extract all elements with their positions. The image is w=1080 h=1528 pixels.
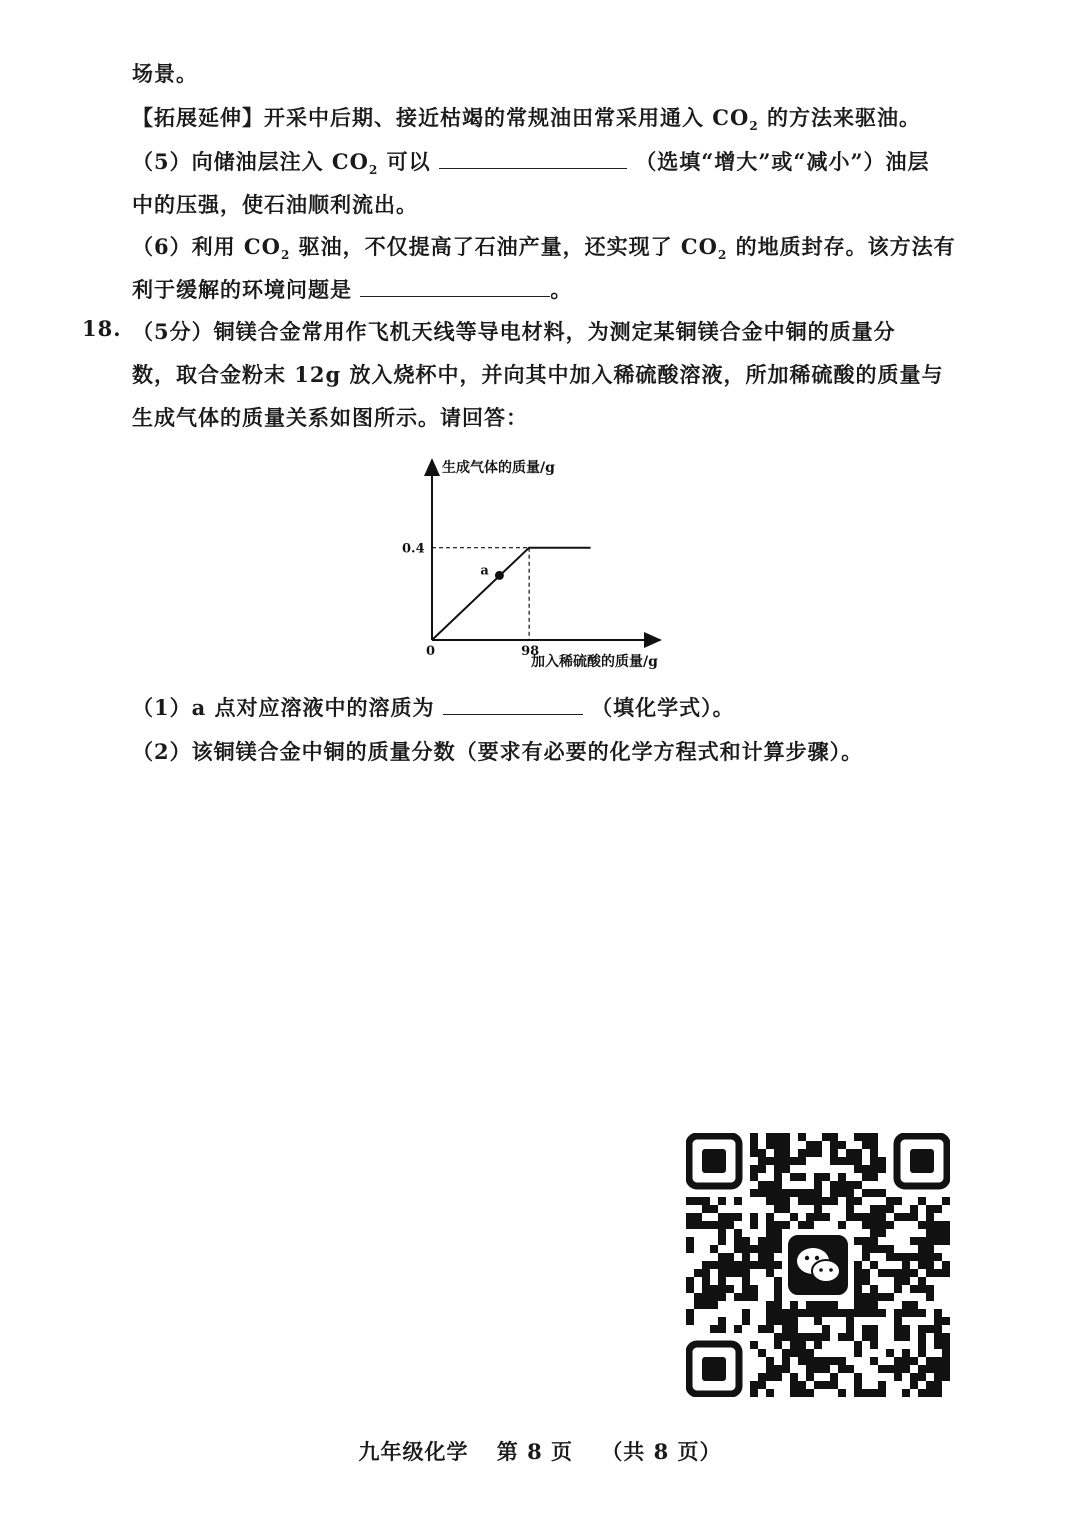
gas-mass-chart <box>385 450 705 675</box>
qr-finder-bottom-left <box>689 1344 739 1394</box>
y-tick-label: 0.4 <box>402 541 425 557</box>
page-footer <box>0 1436 1080 1466</box>
origin-label: 0 <box>426 644 436 659</box>
question-5: （5）向储油层注入 $CO_2$ 可以 （选填“增大”或“减小”）油层 <box>132 149 930 178</box>
answer-blank-6[interactable] <box>360 278 550 297</box>
sub-question-1: （1）a 点对应溶液中的溶质为 （填化学式）。 <box>132 695 735 720</box>
question-6: （6）利用 $CO_2$ 驱油，不仅提高了石油产量，还实现了 $CO_2$ 的地质封存。该方法有 <box>132 234 956 263</box>
qr-code[interactable] <box>686 1133 950 1397</box>
footer-subject: 九年级化学 <box>358 1439 469 1464</box>
wechat-icon <box>786 1233 850 1297</box>
question-18-line-2: 数，取合金粉末 12g 放入烧杯中，并向其中加入稀硫酸溶液，所加稀硫酸的质量与 <box>132 362 944 387</box>
footer-total: （共 8 页） <box>601 1439 722 1464</box>
y-axis-label: 生成气体的质量/g <box>442 460 555 476</box>
point-a-label: a <box>480 563 489 579</box>
point-a <box>495 571 504 580</box>
series-line <box>432 548 591 640</box>
question-18-number: 18. <box>82 316 122 341</box>
x-axis-label: 加入稀硫酸的质量/g <box>531 654 658 670</box>
text-line-extension: 【拓展延伸】开采中后期、接近枯竭的常规油田常采用通入 $CO_2$ 的方法来驱油。 <box>132 105 921 134</box>
answer-blank-18-1[interactable] <box>443 696 583 715</box>
qr-finder-top-right <box>897 1136 947 1186</box>
answer-blank-5[interactable] <box>439 150 627 169</box>
question-18-line-1: （5分）铜镁合金常用作飞机天线等导电材料，为测定某铜镁合金中铜的质量分 <box>132 319 896 344</box>
qr-finder-top-left <box>689 1136 739 1186</box>
footer-page: 第 8 页 <box>496 1439 573 1464</box>
text-line-6: 利于缓解的环境问题是 。 <box>132 277 573 302</box>
text-line-4: 中的压强，使石油顺利流出。 <box>132 192 418 217</box>
question-18-line-3: 生成气体的质量关系如图所示。请回答： <box>132 405 528 430</box>
sub-question-2: （2）该铜镁合金中铜的质量分数（要求有必要的化学方程式和计算步骤）。 <box>132 739 864 764</box>
x-tick-label: 98 <box>521 644 540 659</box>
text-line-1: 场景。 <box>132 61 198 86</box>
